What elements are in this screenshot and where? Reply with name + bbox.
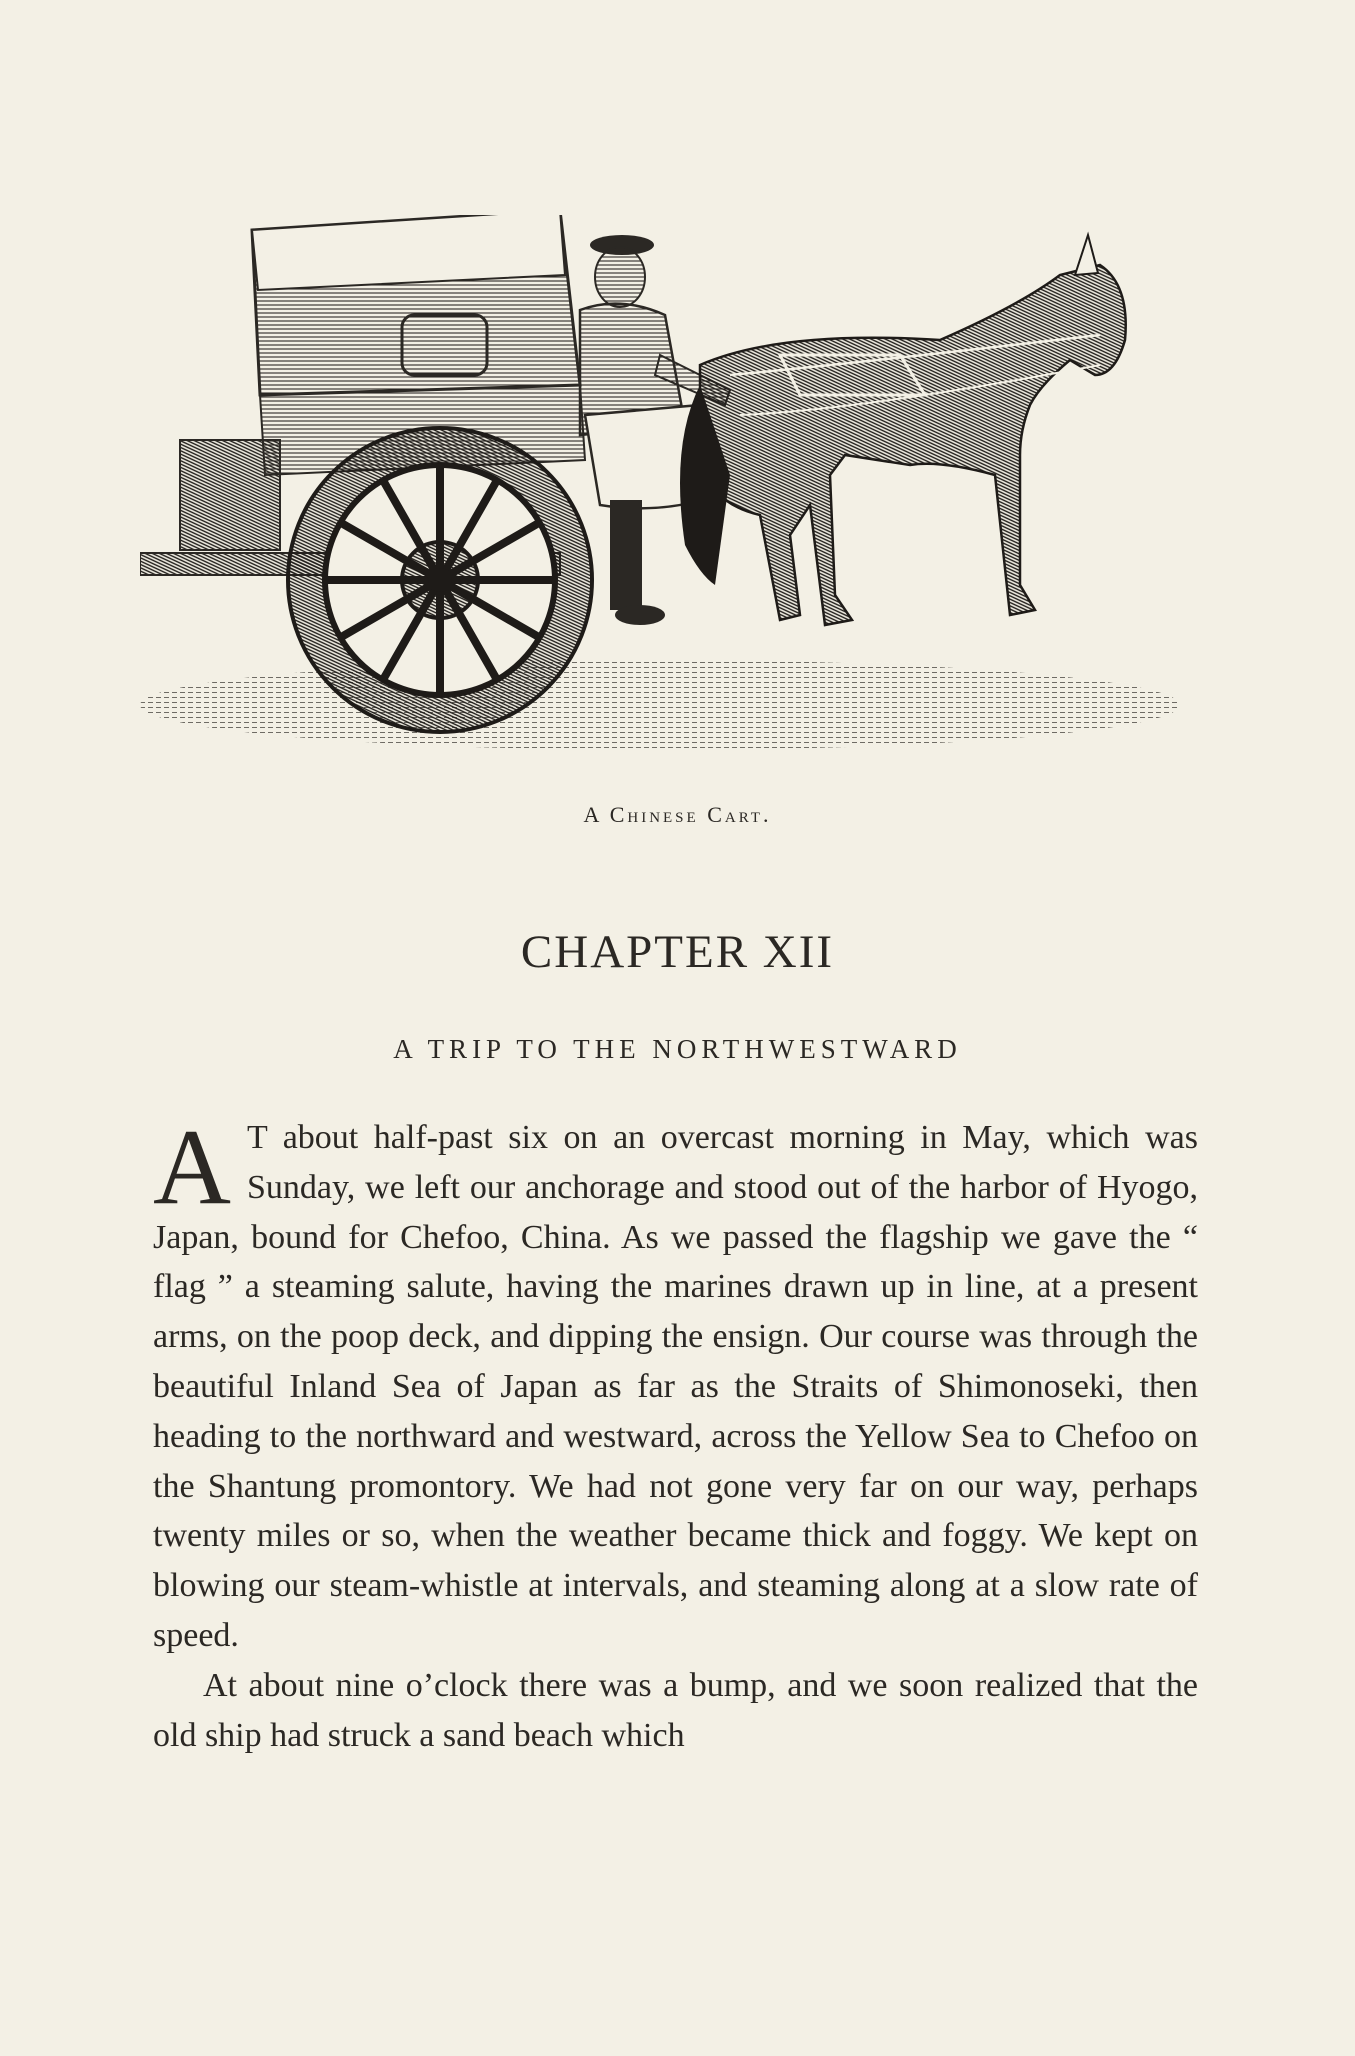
paragraph <box>153 1661 1198 1761</box>
horse <box>680 235 1126 625</box>
paragraph-1-text: T about half-past six on an overcast morning in May, which was Sunday, we left our anchorage and stood out of the harbor of Hyogo, Japan, bound for Chefoo, China. As we passed the flagship we gave the “ flag ” a steaming salute, having the marines drawn up in line, at a present arms, on the poop deck, and dipping the ensign. Our course was through the beautiful Inland Sea of Japan as far as the Straits of Shimonoseki, then heading to the northward and westward, across the Yellow Sea to Chefoo on the Shantung promontory. We had not gone very far on our way, perhaps twenty miles or so, when the weather became thick and foggy. We kept on blowing our steam-whistle at intervals, and steaming along at a slow rate of speed. <box>153 1119 1198 1654</box>
illustration-caption: A Chinese Cart. <box>583 802 772 827</box>
cart-wheel <box>288 428 592 732</box>
body-text <box>153 1108 1198 1760</box>
chapter-subtitle: A TRIP TO THE NORTHWESTWARD <box>393 1034 962 1064</box>
ground-shadow <box>140 660 1180 750</box>
chapter-title: CHAPTER XII <box>520 926 835 978</box>
paragraph <box>153 1108 1198 1661</box>
drop-cap: A <box>153 1108 231 1227</box>
paragraph-2-text: At about nine o’clock there was a bump, and we soon realized that the old ship had struck a sand beach which <box>153 1666 1198 1754</box>
chinese-cart-engraving <box>140 215 1215 770</box>
